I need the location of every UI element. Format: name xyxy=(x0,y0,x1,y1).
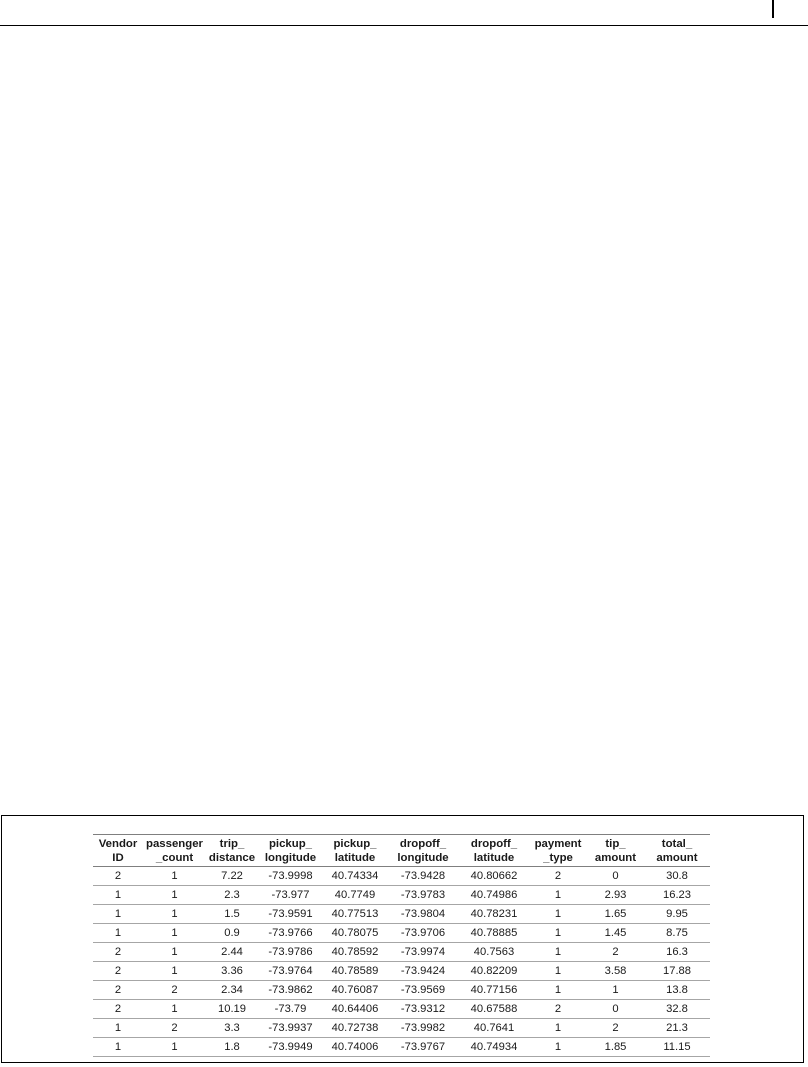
cell-trip-distance: 3.36 xyxy=(206,962,258,981)
cell-total-amount: 13.8 xyxy=(644,981,710,1000)
cell-pickup-latitude: 40.76087 xyxy=(323,981,387,1000)
column-header-pickup-latitude: pickup_ latitude xyxy=(323,835,387,867)
cell-trip-distance: 2.44 xyxy=(206,943,258,962)
cell-pickup-longitude: -73.79 xyxy=(258,1000,323,1019)
table-row xyxy=(93,905,710,924)
taxi-trip-table xyxy=(93,834,710,1057)
cell-pickup-latitude: 40.78589 xyxy=(323,962,387,981)
cell-pickup-latitude: 40.74334 xyxy=(323,867,387,886)
cell-payment-type: 1 xyxy=(529,924,587,943)
table-row xyxy=(93,1038,710,1057)
cell-trip-distance: 2.34 xyxy=(206,981,258,1000)
cell-payment-type: 1 xyxy=(529,1038,587,1057)
cell-tip-amount: 0 xyxy=(587,867,644,886)
cell-tip-amount: 3.58 xyxy=(587,962,644,981)
cell-vendor-id: 1 xyxy=(93,924,143,943)
cell-total-amount: 9.95 xyxy=(644,905,710,924)
cell-trip-distance: 10.19 xyxy=(206,1000,258,1019)
cell-trip-distance: 2.3 xyxy=(206,886,258,905)
table-row xyxy=(93,962,710,981)
cell-payment-type: 1 xyxy=(529,943,587,962)
cell-dropoff-latitude: 40.82209 xyxy=(459,962,529,981)
cell-vendor-id: 1 xyxy=(93,886,143,905)
cell-total-amount: 21.3 xyxy=(644,1019,710,1038)
cell-passenger-count: 2 xyxy=(143,981,206,1000)
table-row xyxy=(93,867,710,886)
cell-vendor-id: 2 xyxy=(93,867,143,886)
cell-passenger-count: 1 xyxy=(143,924,206,943)
cell-pickup-longitude: -73.9998 xyxy=(258,867,323,886)
cell-dropoff-longitude: -73.9424 xyxy=(387,962,459,981)
table-row xyxy=(93,886,710,905)
cell-tip-amount: 1.65 xyxy=(587,905,644,924)
cell-pickup-longitude: -73.9862 xyxy=(258,981,323,1000)
cell-total-amount: 16.23 xyxy=(644,886,710,905)
cell-dropoff-latitude: 40.77156 xyxy=(459,981,529,1000)
header-row xyxy=(93,835,710,867)
cell-dropoff-longitude: -73.9783 xyxy=(387,886,459,905)
cell-vendor-id: 2 xyxy=(93,943,143,962)
cell-pickup-latitude: 40.78075 xyxy=(323,924,387,943)
cell-vendor-id: 1 xyxy=(93,1038,143,1057)
table-row xyxy=(93,981,710,1000)
cell-total-amount: 8.75 xyxy=(644,924,710,943)
cell-passenger-count: 1 xyxy=(143,905,206,924)
cell-dropoff-longitude: -73.9974 xyxy=(387,943,459,962)
cell-dropoff-latitude: 40.7641 xyxy=(459,1019,529,1038)
cell-pickup-latitude: 40.72738 xyxy=(323,1019,387,1038)
page-header-marker xyxy=(772,0,774,18)
cell-passenger-count: 1 xyxy=(143,943,206,962)
cell-passenger-count: 1 xyxy=(143,1000,206,1019)
cell-passenger-count: 1 xyxy=(143,886,206,905)
cell-pickup-longitude: -73.9786 xyxy=(258,943,323,962)
cell-dropoff-latitude: 40.67588 xyxy=(459,1000,529,1019)
cell-tip-amount: 1.45 xyxy=(587,924,644,943)
cell-total-amount: 11.15 xyxy=(644,1038,710,1057)
cell-tip-amount: 1 xyxy=(587,981,644,1000)
cell-vendor-id: 2 xyxy=(93,981,143,1000)
cell-dropoff-latitude: 40.7563 xyxy=(459,943,529,962)
cell-vendor-id: 1 xyxy=(93,905,143,924)
cell-passenger-count: 1 xyxy=(143,867,206,886)
cell-payment-type: 1 xyxy=(529,905,587,924)
cell-payment-type: 1 xyxy=(529,1019,587,1038)
cell-tip-amount: 2 xyxy=(587,1019,644,1038)
cell-tip-amount: 0 xyxy=(587,1000,644,1019)
cell-payment-type: 2 xyxy=(529,867,587,886)
cell-pickup-latitude: 40.77513 xyxy=(323,905,387,924)
cell-passenger-count: 1 xyxy=(143,962,206,981)
table-body xyxy=(93,867,710,1057)
cell-dropoff-longitude: -73.9706 xyxy=(387,924,459,943)
cell-total-amount: 30.8 xyxy=(644,867,710,886)
table-row xyxy=(93,924,710,943)
cell-pickup-longitude: -73.9949 xyxy=(258,1038,323,1057)
table-figure xyxy=(1,815,804,1063)
column-header-payment-type: payment _type xyxy=(529,835,587,867)
cell-payment-type: 1 xyxy=(529,981,587,1000)
cell-vendor-id: 2 xyxy=(93,962,143,981)
cell-pickup-longitude: -73.9766 xyxy=(258,924,323,943)
cell-tip-amount: 1.85 xyxy=(587,1038,644,1057)
column-header-passenger-count: passenger _count xyxy=(143,835,206,867)
cell-pickup-latitude: 40.64406 xyxy=(323,1000,387,1019)
cell-trip-distance: 1.5 xyxy=(206,905,258,924)
cell-dropoff-latitude: 40.74986 xyxy=(459,886,529,905)
cell-pickup-longitude: -73.9591 xyxy=(258,905,323,924)
cell-dropoff-longitude: -73.9312 xyxy=(387,1000,459,1019)
cell-pickup-longitude: -73.977 xyxy=(258,886,323,905)
cell-payment-type: 1 xyxy=(529,886,587,905)
cell-dropoff-latitude: 40.78231 xyxy=(459,905,529,924)
table-row xyxy=(93,943,710,962)
cell-vendor-id: 1 xyxy=(93,1019,143,1038)
table-row xyxy=(93,1019,710,1038)
cell-dropoff-longitude: -73.9982 xyxy=(387,1019,459,1038)
cell-pickup-longitude: -73.9937 xyxy=(258,1019,323,1038)
cell-dropoff-latitude: 40.80662 xyxy=(459,867,529,886)
cell-dropoff-longitude: -73.9804 xyxy=(387,905,459,924)
cell-payment-type: 2 xyxy=(529,1000,587,1019)
cell-passenger-count: 2 xyxy=(143,1019,206,1038)
cell-trip-distance: 0.9 xyxy=(206,924,258,943)
cell-passenger-count: 1 xyxy=(143,1038,206,1057)
cell-total-amount: 17.88 xyxy=(644,962,710,981)
cell-dropoff-longitude: -73.9428 xyxy=(387,867,459,886)
cell-trip-distance: 7.22 xyxy=(206,867,258,886)
column-header-pickup-longitude: pickup_ longitude xyxy=(258,835,323,867)
cell-total-amount: 32.8 xyxy=(644,1000,710,1019)
column-header-trip-distance: trip_ distance xyxy=(206,835,258,867)
cell-total-amount: 16.3 xyxy=(644,943,710,962)
cell-pickup-latitude: 40.78592 xyxy=(323,943,387,962)
column-header-dropoff-latitude: dropoff_ latitude xyxy=(459,835,529,867)
cell-dropoff-longitude: -73.9569 xyxy=(387,981,459,1000)
cell-vendor-id: 2 xyxy=(93,1000,143,1019)
cell-tip-amount: 2.93 xyxy=(587,886,644,905)
cell-pickup-latitude: 40.74006 xyxy=(323,1038,387,1057)
cell-dropoff-latitude: 40.78885 xyxy=(459,924,529,943)
table-row xyxy=(93,1000,710,1019)
cell-dropoff-longitude: -73.9767 xyxy=(387,1038,459,1057)
column-header-tip-amount: tip_ amount xyxy=(587,835,644,867)
cell-pickup-longitude: -73.9764 xyxy=(258,962,323,981)
cell-tip-amount: 2 xyxy=(587,943,644,962)
column-header-dropoff-longitude: dropoff_ longitude xyxy=(387,835,459,867)
column-header-vendor-id: Vendor ID xyxy=(93,835,143,867)
cell-trip-distance: 1.8 xyxy=(206,1038,258,1057)
column-header-total-amount: total_ amount xyxy=(644,835,710,867)
cell-dropoff-latitude: 40.74934 xyxy=(459,1038,529,1057)
cell-payment-type: 1 xyxy=(529,962,587,981)
cell-trip-distance: 3.3 xyxy=(206,1019,258,1038)
cell-pickup-latitude: 40.7749 xyxy=(323,886,387,905)
page-header-rule xyxy=(0,25,808,26)
